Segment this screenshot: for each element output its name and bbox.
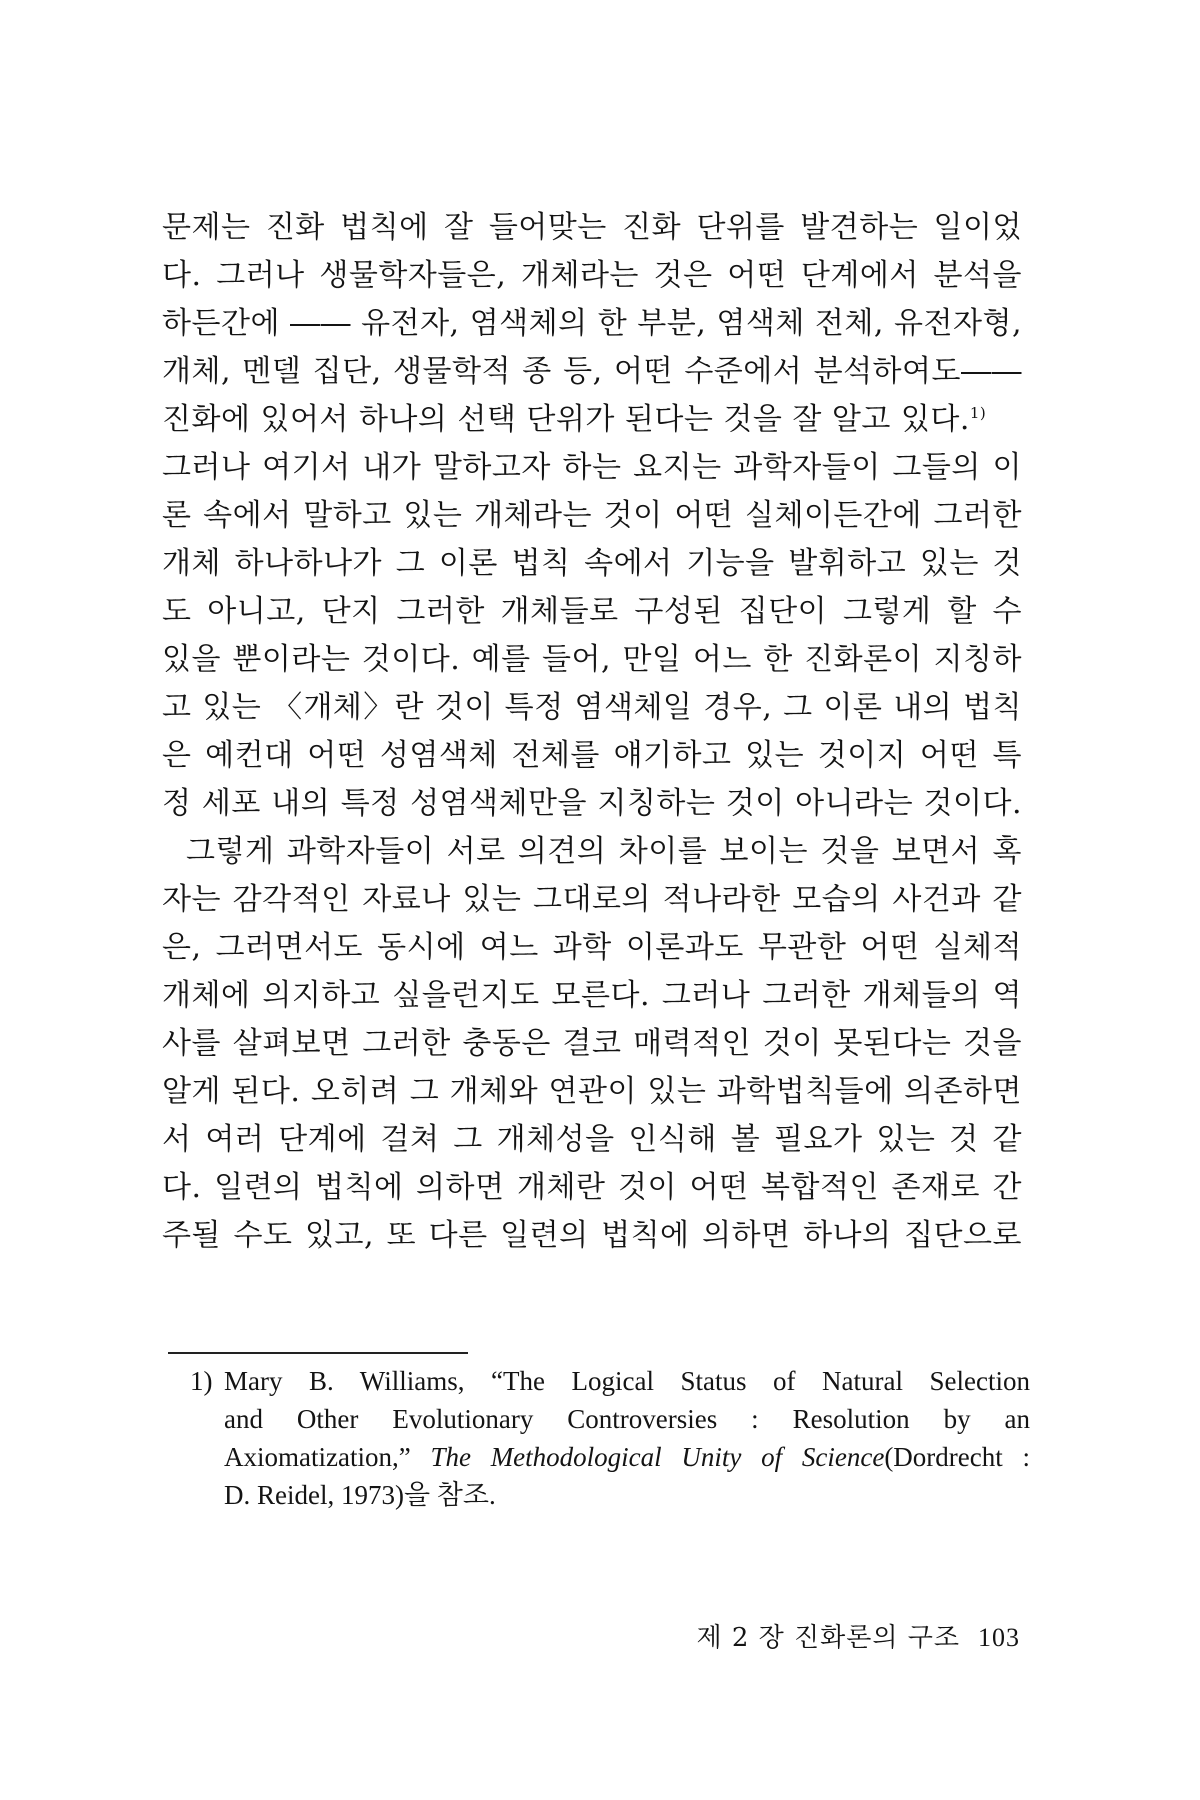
footnote-text: Axiomatization,”: [224, 1442, 411, 1472]
text-line: 진화에 있어서 하나의 선택 단위가 된다는 것을 잘 알고 있다.: [162, 402, 970, 437]
text-line: 그러나 여기서 내가 말하고자 하는 요지는 과학자들이 그들의 이: [162, 450, 1022, 485]
text-line: 개체 하나하나가 그 이론 법칙 속에서 기능을 발휘하고 있는 것: [162, 546, 1022, 581]
running-footer: [680, 1620, 1020, 1656]
text-line: 서 여러 단계에 걸쳐 그 개체성을 인식해 볼 필요가 있는 것 같: [162, 1122, 1022, 1157]
text-line: 주될 수도 있고, 또 다른 일련의 법칙에 의하면 하나의 집단으로: [162, 1218, 1022, 1253]
footnote-text: Mary B. Williams, “The Logical Status of Natural Selection: [224, 1366, 1030, 1396]
text-line: 알게 된다. 오히려 그 개체와 연관이 있는 과학법칙들에 의존하면: [162, 1074, 1022, 1109]
footnote-line: [190, 1362, 1030, 1400]
text-line: 도 아니고, 단지 그러한 개체들로 구성된 집단이 그렇게 할 수: [162, 594, 1022, 629]
text-line: 은 예컨대 어떤 성염색체 전체를 얘기하고 있는 것이지 어떤 특: [162, 738, 1022, 773]
text-line: 사를 살펴보면 그러한 충동은 결코 매력적인 것이 못된다는 것을: [162, 1026, 1022, 1061]
chapter-title: 제 2 장 진화론의 구조: [696, 1623, 960, 1653]
page-number: 103: [978, 1623, 1020, 1652]
text-line: 있을 뿐이라는 것이다. 예를 들어, 만일 어느 한 진화론이 지칭하: [162, 642, 1022, 677]
text-line: 문제는 진화 법칙에 잘 들어맞는 진화 단위를 발견하는 일이었: [162, 210, 1022, 245]
text-line: 정 세포 내의 특정 성염색체만을 지칭하는 것이 아니라는 것이다.: [162, 786, 1022, 821]
text-line: 론 속에서 말하고 있는 개체라는 것이 어떤 실체이든간에 그러한: [162, 498, 1022, 533]
text-line: 개체, 멘델 집단, 생물학적 종 등, 어떤 수준에서 분석하여도――: [162, 354, 1022, 389]
footnote-reference: 1): [969, 404, 987, 422]
text-line-with-footnote: [162, 400, 1022, 440]
footnote-line: [224, 1438, 1030, 1476]
footnote-text: (Dordrecht :: [884, 1442, 1030, 1472]
text-line: 은, 그러면서도 동시에 여느 과학 이론과도 무관한 어떤 실체적: [162, 930, 1022, 965]
footnote-divider: [168, 1352, 468, 1354]
footnote-line: D. Reidel, 1973)을 참조.: [224, 1480, 496, 1510]
text-line: 개체에 의지하고 싶을런지도 모른다. 그러나 그러한 개체들의 역: [162, 978, 1022, 1013]
text-line: 자는 감각적인 자료나 있는 그대로의 적나라한 모습의 사건과 같: [162, 882, 1022, 917]
footnote-number: 1): [190, 1366, 213, 1396]
text-line: 하든간에 ―― 유전자, 염색체의 한 부분, 염색체 전체, 유전자형,: [162, 306, 1022, 341]
text-line: 다. 그러나 생물학자들은, 개체라는 것은 어떤 단계에서 분석을: [162, 258, 1022, 293]
text-line: 고 있는 〈개체〉란 것이 특정 염색체일 경우, 그 이론 내의 법칙: [162, 690, 1022, 725]
text-line: 다. 일련의 법칙에 의하면 개체란 것이 어떤 복합적인 존재로 간: [162, 1170, 1022, 1205]
footnote-line: and Other Evolutionary Controversies : Resolution by an: [224, 1404, 1030, 1434]
footnote-book-title: The Methodological Unity of Science: [430, 1442, 885, 1472]
text-line: 그렇게 과학자들이 서로 의견의 차이를 보이는 것을 보면서 혹: [186, 834, 1022, 869]
